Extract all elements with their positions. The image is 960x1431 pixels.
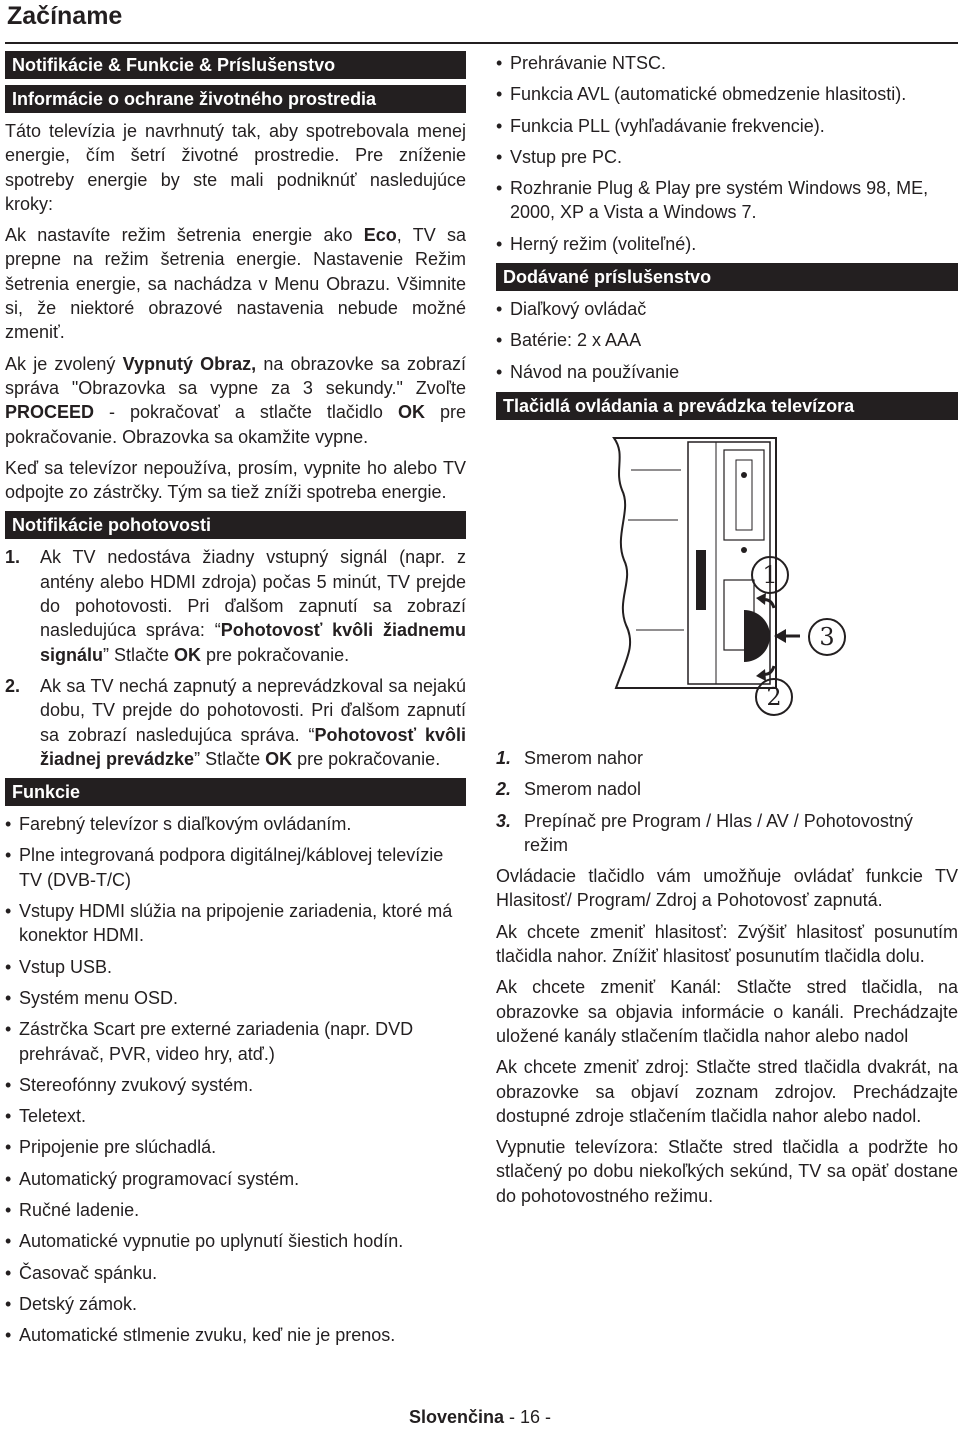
paragraph-eco-mode: Ak nastavíte režim šetrenia energie ako Eco, TV sa prepne na režim šetrenia energie. Nastavenie Režim šetrenia energie, sa nachádza v Menu Obrazu. Všimnite si, že niektoré obrazové nastavenia nebude možné zmeniť. (5, 225, 466, 343)
paragraph-power-off: Vypnutie televízora: Stlačte stred tlačidla a podržte ho stlačený po dobu niekoľkých sekúnd, TV sa opäť dostane do pohotovostného režimu. (496, 1137, 958, 1206)
features-list (5, 812, 466, 1347)
accessories-list (496, 297, 958, 384)
list-item: • Rozhranie Plug & Play pre systém Windows 98, ME, 2000, XP a Vista a Windows 7. (496, 176, 958, 225)
paragraph-volume: Ak chcete zmeniť hlasitosť: Zvýšiť hlasitosť posunutím tlačidla nahor. Znížiť hlasitosť posunutím tlačidla dolu. (496, 921, 958, 967)
list-item: • Stereofónny zvukový systém. (5, 1073, 466, 1097)
list-item: • Prehrávanie NTSC. (496, 51, 958, 75)
list-item: • Automatický programovací systém. (5, 1167, 466, 1191)
list-item: • Diaľkový ovládač (496, 297, 958, 321)
left-column (5, 51, 466, 1354)
section-heading-environment: Informácie o ochrane životného prostredia (5, 85, 466, 113)
paragraph-source: Ak chcete zmeniť zdroj: Stlačte stred tlačidla dvakrát, na obrazovke sa objaví zoznam zdrojov. Prechádzajte dostupné zdroje stlačením tlačidla nahor alebo nadol. (496, 1057, 958, 1126)
list-item: • Pripojenie pre slúchadlá. (5, 1135, 466, 1159)
section-heading-accessories: Dodávané príslušenstvo (496, 263, 958, 291)
title-divider (5, 42, 958, 44)
section-heading-controls: Tlačidlá ovládania a prevádzka televízora (496, 392, 958, 420)
control-steps-list (496, 746, 958, 857)
footer-language: Slovenčina (408, 1407, 504, 1427)
list-item: 1. Smerom nahor (496, 747, 644, 768)
list-item: • Batérie: 2 x AAA (496, 328, 958, 352)
section-heading-features: Funkcie (5, 778, 466, 806)
list-item: • Ručné ladenie. (5, 1198, 466, 1222)
standby-item-2: 2. Ak sa TV nechá zapnutý a neprevádzkoval sa nejakú dobu, TV prejde do pohotovosti. Pri ďalšom zapnutí sa zobrazí nasledujúca správa. “Pohotovosť kvôli žiadnej prevádzke” Stlačte OK pre pokračovanie. (5, 675, 466, 769)
footer-page-number: - 16 - (509, 1407, 552, 1427)
list-item: • Herný režim (voliteľné). (496, 232, 958, 256)
list-item: • Časovač spánku. (5, 1261, 466, 1285)
standby-item-1: 1. Ak TV nedostáva žiadny vstupný signál (napr. z antény alebo HDMI zdroja) počas 5 minút, TV prejde do pohotovosti. Pri ďalšom zapnutí sa zobrazí nasledujúca správa: “Pohotovosť kvôli žiadnemu signálu” Stlačte OK pre pokračovanie. (5, 547, 466, 665)
list-item: • Zástrčka Scart pre externé zariadenia (napr. DVD prehrávač, PVR, video hry, atď.) (5, 1017, 466, 1066)
list-item: • Vstupy HDMI slúžia na pripojenie zariadenia, ktoré má konektor HDMI. (5, 899, 466, 948)
paragraph-channel: Ak chcete zmeniť Kanál: Stlačte stred tlačidla, na obrazovke sa objavia informácie o kanáli. Prechádzajte uložené kanály stlačením tlačidla nahor alebo nadol (496, 977, 958, 1046)
callout-3: 3 (808, 618, 846, 656)
callout-2: 2 (755, 678, 793, 716)
callout-1: 1 (751, 556, 789, 594)
tv-control-diagram (496, 430, 958, 732)
list-item: • Teletext. (5, 1104, 466, 1128)
list-item: • Vstup USB. (5, 955, 466, 979)
list-item: • Funkcia PLL (vyhľadávanie frekvencie). (496, 114, 958, 138)
list-item: • Detský zámok. (5, 1292, 466, 1316)
list-item: • Farebný televízor s diaľkovým ovládaním. (5, 812, 466, 836)
section-heading-standby: Notifikácie pohotovosti (5, 511, 466, 539)
paragraph-energy-intro: Táto televízia je navrhnutý tak, aby spotrebovala menej energie, čím šetrí životné prostredie. Pre zníženie spotreby energie by ste mali podniknúť nasledujúce kroky: (5, 121, 466, 214)
list-item: • Systém menu OSD. (5, 986, 466, 1010)
right-column (496, 51, 958, 1215)
list-item: • Plne integrovaná podpora digitálnej/káblovej televízie TV (DVB-T/C) (5, 843, 466, 892)
paragraph-unplug: Keď sa televízor nepoužíva, prosím, vypnite ho alebo TV odpojte zo zástrčky. Tým sa tiež zníži spotreba energie. (5, 457, 466, 503)
list-item: 3. Prepínač pre Program / Hlas / AV / Pohotovostný režim (496, 810, 913, 855)
list-item: • Návod na používanie (496, 360, 958, 384)
standby-list (5, 545, 466, 771)
paragraph-control-button: Ovládacie tlačidlo vám umožňuje ovládať funkcie TV Hlasitosť/ Program/ Zdroj a Pohotovosť zapnutá. (496, 866, 958, 911)
list-item: • Automatické stlmenie zvuku, keď nie je prenos. (5, 1323, 466, 1347)
list-item: • Automatické vypnutie po uplynutí šiestich hodín. (5, 1229, 466, 1253)
features-list-continued (496, 51, 958, 256)
list-item: 2. Smerom nadol (496, 779, 642, 800)
page-footer (0, 1407, 960, 1428)
section-heading-notifications: Notifikácie & Funkcie & Príslušenstvo (5, 51, 466, 79)
list-item: • Funkcia AVL (automatické obmedzenie hlasitosti). (496, 82, 958, 106)
list-item: • Vstup pre PC. (496, 145, 958, 169)
paragraph-picture-off: Ak je zvolený Vypnutý Obraz, na obrazovke sa zobrazí správa "Obrazovka sa vypne za 3 sekundy." Zvoľte PROCEED - pokračovať a stlačte tlačidlo OK pre pokračovanie. Obrazovka sa okamžite vypne. (5, 353, 466, 447)
page-title: Začíname (7, 2, 123, 30)
